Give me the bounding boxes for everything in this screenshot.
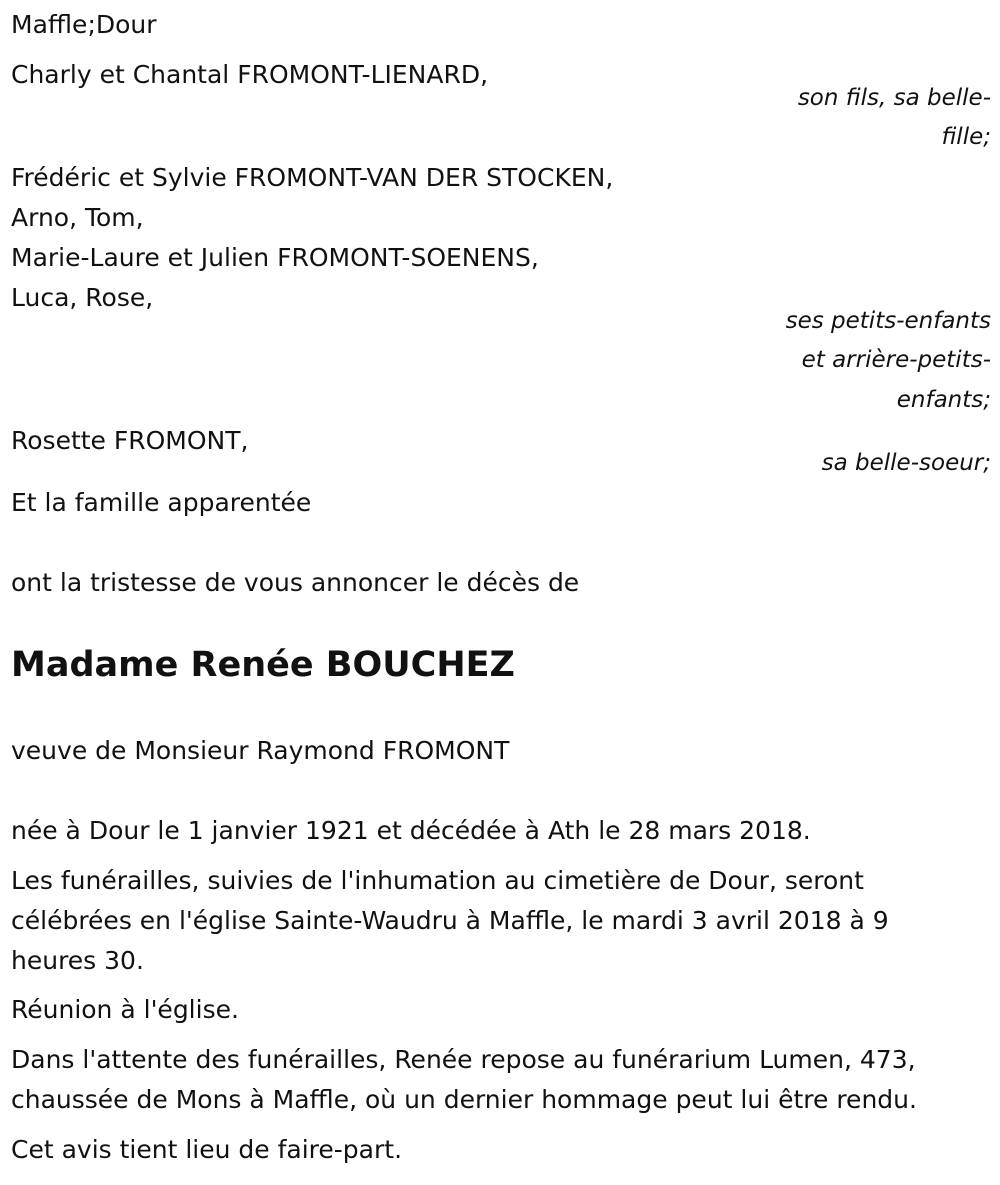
related-family: Et la famille apparentée (11, 488, 312, 517)
grandchildren-role-line3: enfants; (896, 387, 991, 413)
son-role-line2: fille; (941, 124, 991, 150)
sister-in-law-role: sa belle-soeur; (821, 450, 991, 476)
meeting-text: Réunion à l'église. (11, 995, 239, 1024)
closing-text: Cet avis tient lieu de faire-part. (11, 1135, 403, 1164)
son-names: Charly et Chantal FROMONT-LIENARD, (11, 60, 489, 89)
widow-of-text: veuve de Monsieur Raymond FROMONT (11, 736, 510, 765)
announcement-text: ont la tristesse de vous annoncer le décès de (11, 568, 580, 597)
grandchild-line-2: Arno, Tom, (11, 203, 144, 232)
visitation-line-2: chaussée de Mons à Maffle, où un dernier hommage peut lui être rendu. (11, 1085, 917, 1114)
funeral-line-3: heures 30. (11, 946, 144, 975)
grandchildren-role-line1: ses petits-enfants (785, 308, 991, 334)
grandchildren-role-line2: et arrière-petits- (801, 347, 991, 373)
funeral-line-2: célébrées en l'église Sainte-Waudru à Maffle, le mardi 3 avril 2018 à 9 (11, 906, 889, 935)
deceased-name: Madame Renée BOUCHEZ (11, 645, 515, 685)
grandchild-line-1: Frédéric et Sylvie FROMONT-VAN DER STOCKEN, (11, 163, 614, 192)
visitation-line-1: Dans l'attente des funérailles, Renée repose au funérarium Lumen, 473, (11, 1045, 916, 1074)
sister-in-law-name: Rosette FROMONT, (11, 426, 249, 455)
funeral-line-1: Les funérailles, suivies de l'inhumation au cimetière de Dour, seront (11, 866, 864, 895)
grandchild-line-3: Marie-Laure et Julien FROMONT-SOENENS, (11, 243, 539, 272)
birth-death-text: née à Dour le 1 janvier 1921 et décédée à Ath le 28 mars 2018. (11, 816, 811, 845)
place-line: Maffle;Dour (11, 10, 157, 39)
son-role-line1: son fils, sa belle- (797, 85, 991, 111)
grandchild-line-4: Luca, Rose, (11, 283, 154, 312)
